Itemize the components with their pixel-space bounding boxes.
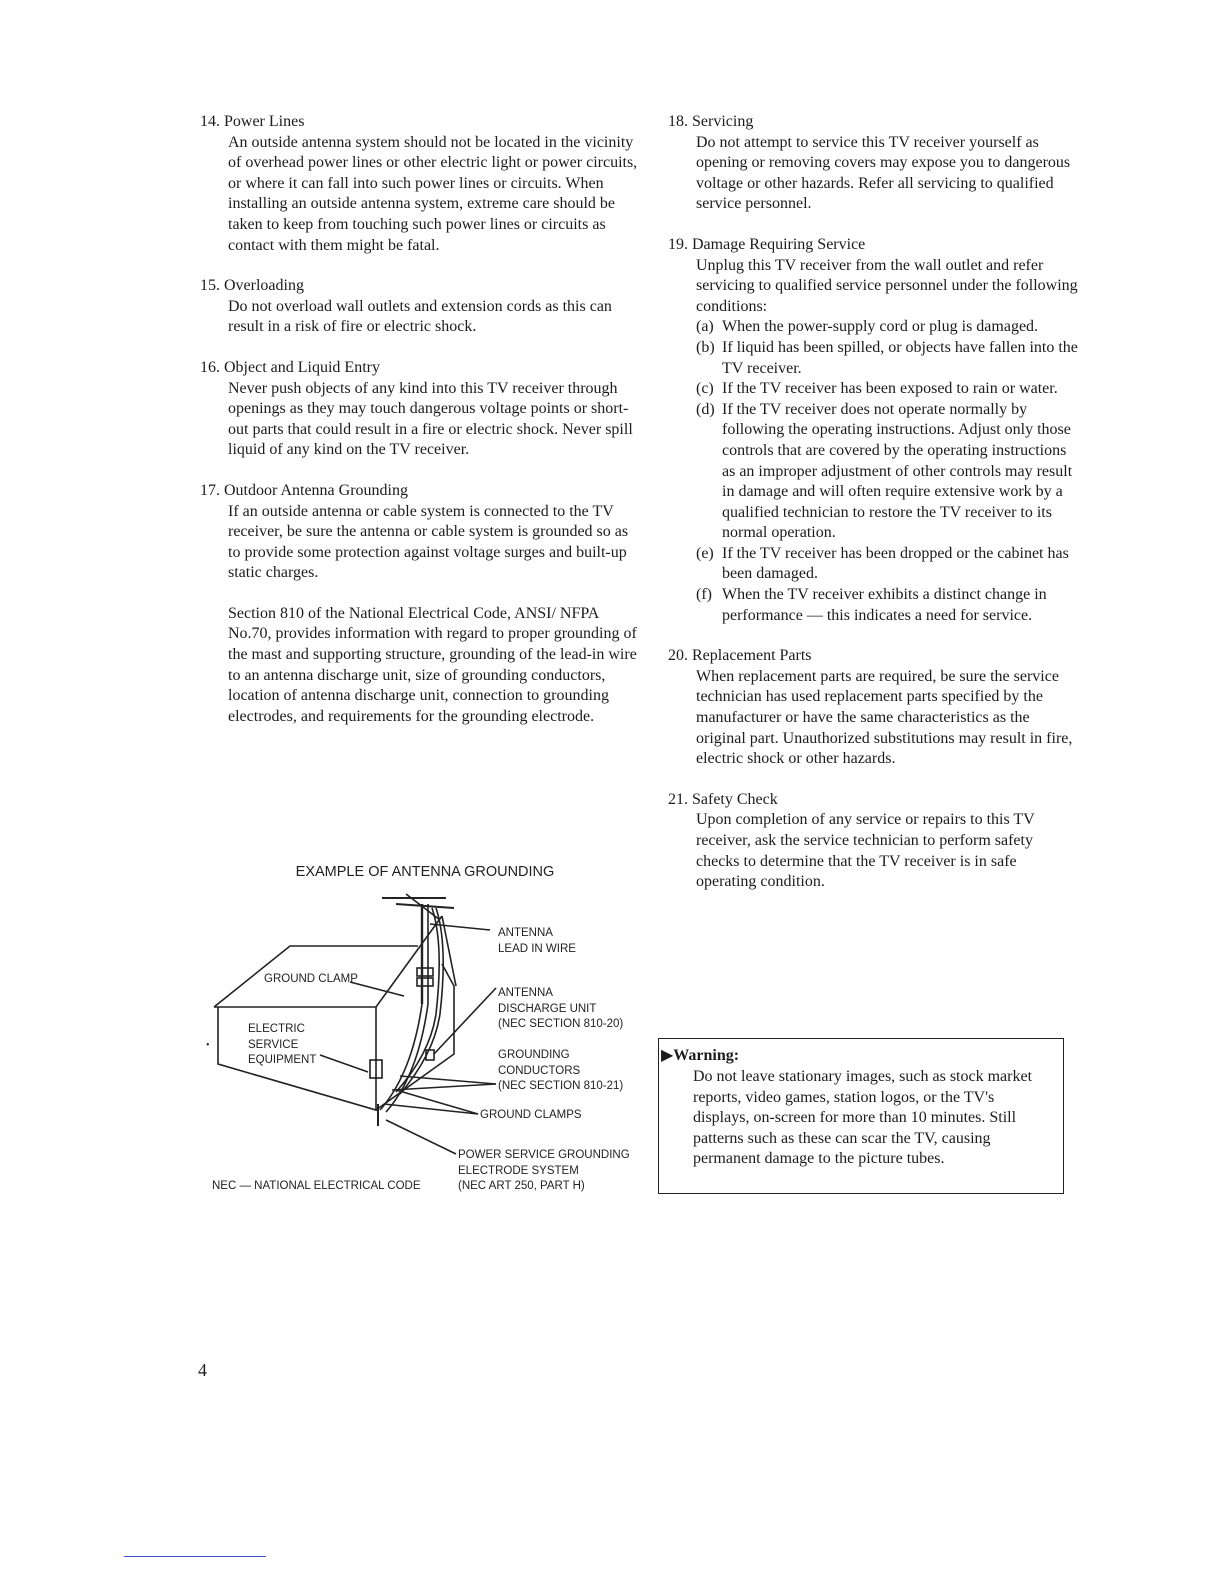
label-antenna-lead-in-wire: ANTENNA LEAD IN WIRE xyxy=(498,927,576,955)
section-heading: 21. Safety Check xyxy=(668,790,778,808)
list-item-text: If the TV receiver does not operate normally by following the operating instructions. Adjust only those controls that are covered by the operating instructions as an improper adjustment of other controls may result in damage and will often require extensive work by a qualified technician to restore the TV receiver to its normal operation. xyxy=(722,400,1073,542)
bullet-dot: • xyxy=(206,1040,210,1051)
list-item-label: (a) xyxy=(696,318,714,336)
section-heading: 18. Servicing xyxy=(668,113,754,130)
section-body: Upon completion of any service or repairs to this TV receiver, ask the service technician to perform safety checks to determine that the TV receiver is in safe operating condition. xyxy=(696,811,1035,891)
label-power-service-grounding: POWER SERVICE GROUNDING ELECTRODE SYSTEM (NEC ART 250, PART H) xyxy=(458,1149,630,1192)
section-safety-check xyxy=(668,790,1078,893)
paragraph: Section 810 of the National Electrical Code, ANSI/ NFPA No.70, provides information with regard to proper grounding of the mast and supporting structure, grounding of the lead-in wire to an antenna discharge unit, size of grounding conductors, location of antenna discharge unit, connection to grounding electrodes, and requirements for the grounding electrode. xyxy=(228,604,637,725)
list-item-text: If the TV receiver has been exposed to rain or water. xyxy=(722,380,1058,398)
warning-box xyxy=(658,1038,1064,1194)
section-heading: 15. Overloading xyxy=(200,277,304,295)
section-body xyxy=(200,297,640,338)
antenna-grounding-diagram xyxy=(200,864,650,1204)
warning-title: ▶Warning: xyxy=(661,1047,740,1064)
grounding-conductor xyxy=(386,1004,428,1112)
leader-electric-service xyxy=(320,1055,368,1072)
section-body: When replacement parts are required, be sure the service technician has used replacement parts specified by the manufacturer or have the same characteristics as the original part. Unauthorized substitutions may result in fire, electric shock or other hazards. xyxy=(696,667,1073,768)
list-item xyxy=(696,544,1078,585)
leader-discharge-unit xyxy=(434,988,496,1054)
section-object-liquid-entry xyxy=(200,358,640,461)
list-item-label: (c) xyxy=(696,380,714,398)
antenna-element xyxy=(396,904,454,908)
section-damage-requiring-service xyxy=(668,235,1078,626)
diagram-title: EXAMPLE OF ANTENNA GROUNDING xyxy=(295,864,555,880)
right-column xyxy=(668,112,1078,913)
list-item-label: (d) xyxy=(696,400,715,418)
list-item xyxy=(696,317,1078,338)
label-nec-note: NEC — NATIONAL ELECTRICAL CODE xyxy=(212,1180,421,1192)
mast-clamp xyxy=(417,978,433,986)
paragraph: An outside antenna system should not be located in the vicinity of overhead power lines or other electric light or power circuits, or where it can fall into such power lines or circuits. When installing an outside antenna system, extreme care should be taken to keep from touching such power lines or circuits as contact with them might be fatal. xyxy=(228,133,638,254)
mast-clamp xyxy=(417,968,433,976)
section-body xyxy=(200,379,640,461)
paragraph: If an outside antenna or cable system is connected to the TV receiver, be sure the antenna or cable system is grounded so as to provide some protection against voltage surges and built-up static charges. xyxy=(228,502,629,582)
section-body xyxy=(668,256,1078,627)
list-item xyxy=(696,379,1078,400)
list-item-text: When the TV receiver exhibits a distinct change in performance — this indicates a need for service. xyxy=(722,586,1047,624)
section-power-lines xyxy=(200,112,640,256)
list-item-text: If liquid has been spilled, or objects have fallen into the TV receiver. xyxy=(722,338,1078,377)
warning-body: Do not leave stationary images, such as stock market reports, video games, station logos, or the TV's displays, on-screen for more than 10 minutes. Still patterns such as these can scar the TV, causing permanent damage to the picture tubes. xyxy=(693,1068,1033,1168)
section-overloading xyxy=(200,276,640,338)
label-ground-clamps: GROUND CLAMPS xyxy=(480,1109,582,1121)
left-column xyxy=(200,112,640,747)
list-item-text: If the TV receiver has been dropped or the cabinet has been damaged. xyxy=(722,544,1069,583)
list-item-label: (f) xyxy=(696,586,712,604)
label-electric-service-equipment: ELECTRIC SERVICE EQUIPMENT xyxy=(248,1023,317,1066)
paragraph: Do not overload wall outlets and extension cords as this can result in a risk of fire or electric shock. xyxy=(228,297,612,336)
list-item xyxy=(696,400,1078,544)
label-grounding-conductors: GROUNDING CONDUCTORS (NEC SECTION 810-21) xyxy=(498,1049,624,1092)
section-heading: 14. Power Lines xyxy=(200,113,305,130)
leader-antenna-lead xyxy=(430,924,490,930)
section-heading: 16. Object and Liquid Entry xyxy=(200,358,380,376)
section-body xyxy=(200,502,640,728)
section-replacement-parts xyxy=(668,646,1078,770)
leader-power-service xyxy=(386,1120,456,1154)
list-item-label: (b) xyxy=(696,338,715,356)
paragraph: Never push objects of any kind into this TV receiver through openings as they may touch dangerous voltage points or short-out parts that could result in a fire or electric shock. Never spill liquid of any kind on the TV receiver. xyxy=(228,379,633,459)
paragraph: Unplug this TV receiver from the wall outlet and refer servicing to qualified service personnel under the following conditions: xyxy=(696,256,1078,315)
section-body xyxy=(200,133,640,257)
page-number: 4 xyxy=(198,1360,207,1380)
bottom-rule xyxy=(124,1556,266,1557)
house-front-eave xyxy=(214,916,442,1007)
list-item-text: When the power-supply cord or plug is damaged. xyxy=(722,318,1039,336)
section-heading: 17. Outdoor Antenna Grounding xyxy=(200,481,408,499)
section-body: Do not attempt to service this TV receiver yourself as opening or removing covers may expose you to dangerous voltage or other hazards. Refer all servicing to qualified service personnel. xyxy=(696,133,1071,213)
section-servicing xyxy=(668,112,1078,215)
label-antenna-discharge-unit: ANTENNA DISCHARGE UNIT (NEC SECTION 810-20) xyxy=(498,987,624,1030)
list-item xyxy=(696,585,1078,626)
leader-ground-clamp xyxy=(350,982,404,996)
leader-ground-clamps-1 xyxy=(384,1104,478,1114)
section-heading: 19. Damage Requiring Service xyxy=(668,235,866,253)
list-item xyxy=(696,338,1078,379)
list-item-label: (e) xyxy=(696,544,714,562)
section-heading: 20. Replacement Parts xyxy=(668,647,812,665)
section-outdoor-antenna-grounding xyxy=(200,481,640,728)
lead-in-wire xyxy=(396,908,439,1092)
label-ground-clamp: GROUND CLAMP xyxy=(264,973,358,985)
